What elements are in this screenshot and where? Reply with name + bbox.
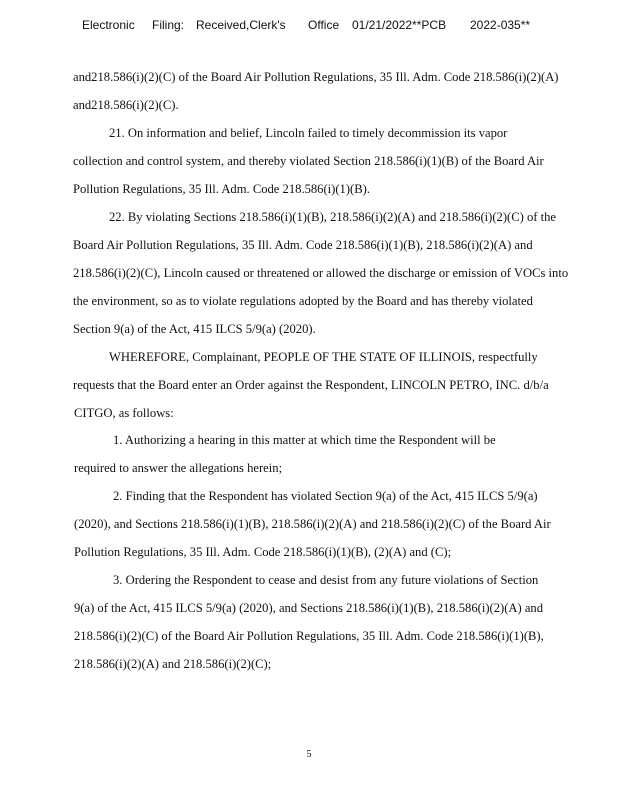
body-line: 218.586(i)(2)(C), Lincoln caused or threatened or allowed the discharge or emission of VOCs into bbox=[73, 266, 569, 280]
body-line: (2020), and Sections 218.586(i)(1)(B), 218.586(i)(2)(A) and 218.586(i)(2)(C) of the Board Air bbox=[74, 517, 551, 531]
header-office: Office bbox=[308, 18, 340, 32]
body-line: Pollution Regulations, 35 Ill. Adm. Code 218.586(i)(1)(B), (2)(A) and (C); bbox=[74, 545, 452, 559]
page-number: 5 bbox=[306, 749, 312, 760]
body-line: 9(a) of the Act, 415 ILCS 5/9(a) (2020), and Sections 218.586(i)(1)(B), 218.586(i)(2)(A) and bbox=[74, 601, 544, 615]
paragraph-21-start: 21. On information and belief, Lincoln failed to timely decommission its vapor bbox=[109, 126, 508, 140]
header-filing: Filing: bbox=[152, 18, 185, 32]
relief-item-2: 2. Finding that the Respondent has violated Section 9(a) of the Act, 415 ILCS 5/9(a) bbox=[113, 489, 538, 503]
paragraph-22-start: 22. By violating Sections 218.586(i)(1)(B), 218.586(i)(2)(A) and 218.586(i)(2)(C) of the bbox=[109, 210, 556, 224]
header-case-number: 2022-035** bbox=[470, 18, 531, 32]
body-line: 218.586(i)(2)(C) of the Board Air Pollution Regulations, 35 Ill. Adm. Code 218.586(i)(1)(B), bbox=[74, 629, 544, 643]
body-line: and218.586(i)(2)(C). bbox=[73, 98, 179, 112]
relief-item-3: 3. Ordering the Respondent to cease and desist from any future violations of Section bbox=[113, 573, 539, 587]
wherefore-paragraph-start: WHEREFORE, Complainant, PEOPLE OF THE STATE OF ILLINOIS, respectfully bbox=[109, 350, 538, 364]
body-line: Board Air Pollution Regulations, 35 Ill. Adm. Code 218.586(i)(1)(B), 218.586(i)(2)(A) and bbox=[73, 238, 533, 252]
body-line: CITGO, as follows: bbox=[74, 406, 174, 420]
body-line: required to answer the allegations herein; bbox=[74, 461, 283, 475]
body-line: Section 9(a) of the Act, 415 ILCS 5/9(a) (2020). bbox=[73, 322, 316, 336]
relief-item-1: 1. Authorizing a hearing in this matter at which time the Respondent will be bbox=[113, 433, 496, 447]
header-date: 01/21/2022**PCB bbox=[352, 18, 447, 32]
header-received: Received,Clerk's bbox=[196, 18, 286, 32]
filing-header bbox=[0, 18, 618, 36]
body-line: the environment, so as to violate regulations adopted by the Board and has thereby violated bbox=[73, 294, 533, 308]
header-electronic: Electronic bbox=[82, 18, 135, 32]
body-line: collection and control system, and thereby violated Section 218.586(i)(1)(B) of the Board Air bbox=[73, 154, 544, 168]
body-line: and218.586(i)(2)(C) of the Board Air Pollution Regulations, 35 Ill. Adm. Code 218.586(i)(2)(A) bbox=[73, 70, 559, 84]
body-line: requests that the Board enter an Order against the Respondent, LINCOLN PETRO, INC. d/b/a bbox=[73, 378, 549, 392]
body-line: Pollution Regulations, 35 Ill. Adm. Code 218.586(i)(1)(B). bbox=[73, 182, 370, 196]
body-line: 218.586(i)(2)(A) and 218.586(i)(2)(C); bbox=[74, 657, 272, 671]
